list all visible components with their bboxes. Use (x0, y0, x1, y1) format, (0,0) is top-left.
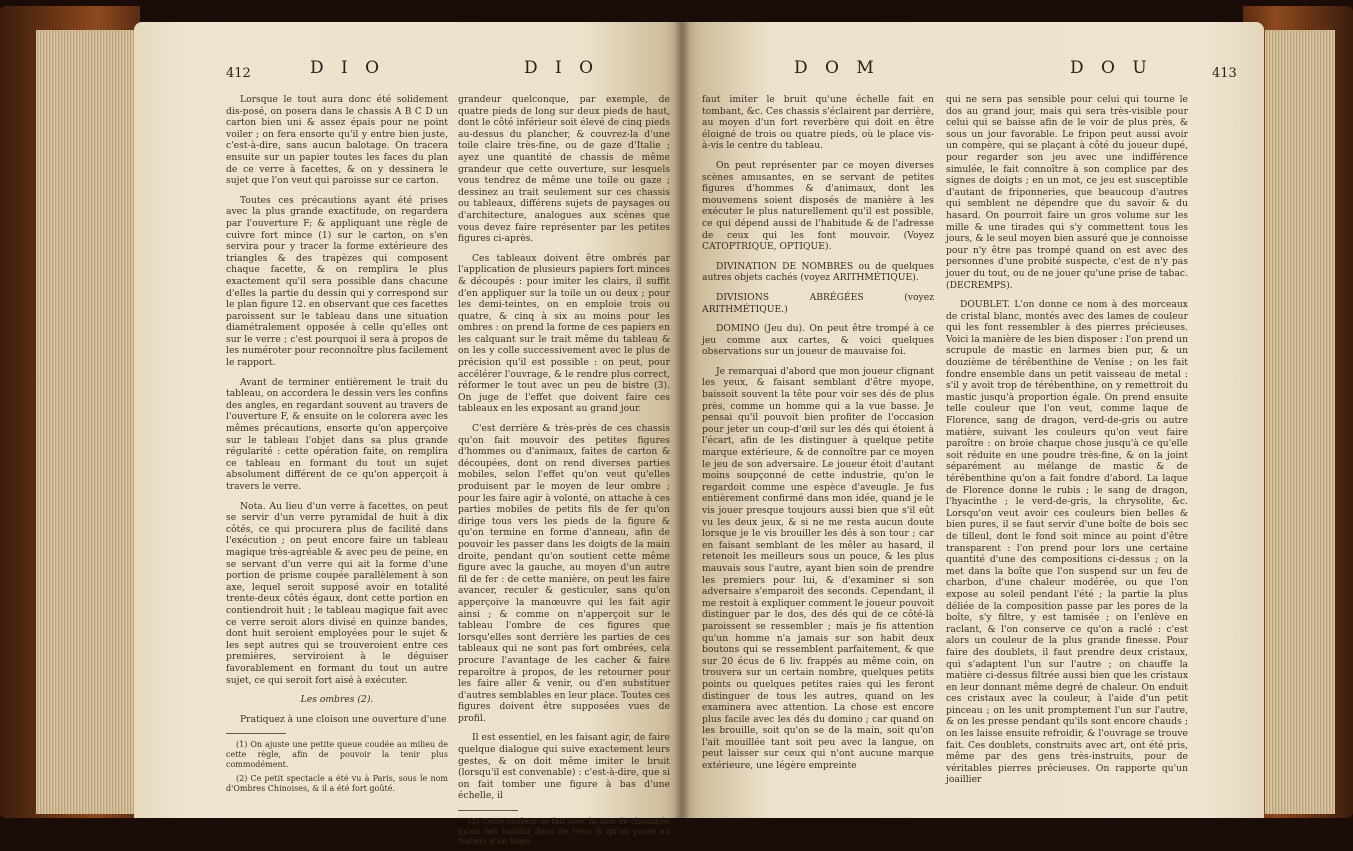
left-column (702, 94, 934, 780)
running-head-right: D I O (524, 58, 600, 78)
dictionary-entry: DIVISIONS ABRÉGÉES (voyez ARITHMÉTIQUE.) (702, 291, 934, 315)
footnote: (3) Cette couleur se fait avec la suie de cheminée qu'on fait bouillir dans de l'eau & qu'on passe au travers d'un linge. (458, 817, 670, 847)
paragraph: On peut représenter par ce moyen diverses scènes amusantes, en se servant de petites figures d'hommes & d'animaux, dont les mouvemens soient disposés de manière à les exécuter le plus naturellement qu'il est possible, ce qui dépend aussi de l'habitude & de l'adresse de ceux qui les font mouvoir. (Voyez CATOPTRIQUE, OPTIQUE). (702, 159, 934, 253)
paragraph: Il est essentiel, en les faisant agir, de faire quelque dialogue qui suive exactement leurs gestes, & on doit même imiter le bruit (lorsqu'il est convenable) : c'est-à-dire, que si on fait tomber une figure à bas d'une échelle, il (458, 732, 670, 802)
left-page (134, 22, 682, 847)
running-head: D I O (310, 58, 386, 78)
footnote: (1) On ajuste une petite queue coudée au milieu de cette règle, afin de pouvoir la tenir plus commodément. (226, 740, 448, 770)
paragraph: faut imiter le bruit qu'une échelle fait en tombant, &c. Ces chassis s'éclairent par derrière, au moyen d'un fort reverbère qui doit en être éloigné de trois ou quatre pieds, où le place vis-à-vis le centre du tableau. (702, 94, 934, 152)
footnote: (2) Ce petit spectacle a été vu à Paris, sous le nom d'Ombres Chinoises, & il a été fort goûté. (226, 774, 448, 794)
paragraph: Avant de terminer entièrement le trait du tableau, on accordera le dessin vers les confins des angles, en regardant souvent au travers de l'ouverture F, & ensuite on le colorera avec les mêmes précautions, ensorte qu'on apperçoive sur le tableau l'objet dans sa plus grande régularité : cette opération faite, on remplira ce tableau en formant du tout un sujet absolument différent de ce qu'on apperçoit à travers le verre. (226, 376, 448, 492)
paragraph: Pratiquez à une cloison une ouverture d'une (240, 713, 447, 725)
dictionary-entry: DOMINO (Jeu du). On peut être trompé à ce jeu comme aux cartes, & voici quelques observations sur un joueur de mauvaise foi. (702, 323, 934, 358)
footnotes (458, 817, 670, 847)
paragraph: Nota. Au lieu d'un verre à facettes, on peut se servir d'un verre pyramidal de huit à dix côtés, ce qui procurera plus de facilité dans l'exécution ; on peut encore faire un tableau magique très-agréable & avec peu de peine, en se servant d'un verre qui ait la forme d'une portion de prisme coupée parallèlement à son axe, lequel seroit supposé avoir en totalité trente-deux côtés égaux, dont cette portion en contiendroit huit ; le tableau magique fait avec ce verre seroit alors divisé en quinze bandes, dont huit seroient employées pour le sujet & les sept autres qui se trouveroient entre ces premières, serviroient à le déguiser favorablement en formant du tout un autre sujet, ce qui seroit fort aisé à exécuter. (226, 500, 448, 686)
right-page (682, 22, 1264, 818)
footnotes (226, 740, 448, 794)
page-number: 413 (1212, 66, 1237, 81)
page-edges-left (36, 30, 136, 814)
dictionary-entry: DIVINATION DE NOMBRES ou de quelques autres objets cachés (voyez ARITHMÉTIQUE). (702, 260, 934, 284)
page-number: 412 (226, 66, 251, 81)
dictionary-entry: DOUBLET. L'on donne ce nom à des morceaux de cristal blanc, montés avec des lames de couleur qui les font ressembler à des pierres précieuses. Voici la manière de les bien disposer : l'on prend un scrupule de mastic en larmes bien pur, & un douzième de térébenthine de Venise ; on les fait fondre ensemble dans un petit vaisseau de metal : s'il y avoit trop de térébenthine, on y remettroit du mastic jusqu'à proportion égale. On prend ensuite telle couleur que l'on veut, comme laque de Florence, sang de dragon, verd-de-gris ou autre matière, suivant les couleurs qu'on veut faire paroître : on broie chaque chose jusqu'à ce qu'elle soit réduite en une poudre très-fine, & on la joint séparément au mélange de mastic & de térébenthine qu'on a fait fondre d'abord. La laque de Florence donne le rubis ; le sang de dragon, l'hyacinthe ; le verd-de-gris, la chrysolite, &c. Lorsqu'on veut avoir ces couleurs bien belles & bien pures, il se faut servir d'une boîte de bois sec de tilleul, dont le fond soit mince au point d'être transparent : l'on prend pour lors une certaine quantité d'une des compositions ci-dessus ; on la met dans la boîte que l'on suspend sur un feu de charbon, d'une chaleur modérée, ou que l'on expose au soleil pendant l'été ; la partie la plus déliée de la composition passe par les pores de la boîte, s'y filtre, y est tamisée ; on l'enlève en raclant, & l'on conserve ce qu'on a raclé : c'est alors un couleur de la plus grande finesse. Pour faire des doublets, il faut prendre deux cristaux, qui s'adaptent l'un sur l'autre ; on chauffe la matière ci-dessus filtrée aussi bien que les cristaux en leur donnant même degré de chaleur. On enduit ces cristaux avec la couleur, à l'aide d'un petit pinceau ; on les unit promptement l'un sur l'autre, & on les presse pendant qu'ils sont encore chauds ; on les laisse ensuite refroidir, & l'ouvrage se trouve fait. Ces doublets, construits avec art, ont été pris, même par des gens très-instruits, pour de véritables pierres précieuses. On rapporte qu'un joaillier (946, 299, 1188, 786)
paragraph: Ces tableaux doivent être ombrés par l'application de plusieurs papiers fort minces & découpés : pour imiter les clairs, il suffit d'en appliquer sur la toile un ou deux ; pour les demi-teintes, on en emploie trois ou quatre, & cinq à six au moins pour les ombres : on prend la forme de ces papiers en les calquant sur le trait même du tableau & on les y colle successivement avec le plus de précision qu'il est possible : on peut, pour accélérer l'ouvrage, & le rendre plus correct, réformer le tout avec un peu de bistre (3). On juge de l'effet que doivent faire ces tableaux en les exposant au grand jour. (458, 252, 670, 415)
paragraph: Toutes ces précautions ayant été prises avec la plus grande exactitude, on regardera par l'ouverture F; & appliquant une règle de cuivre fort mince (1) sur le carton, on s'en servira pour y tracer la forme extérieure des triangles & des trapèzes qui composent chaque facette, & on remplira le plus exactement qu'il sera possible dans chacune d'elles la partie du dessin qui y correspond sur le plan figure 12. en observant que ces facettes paroissent sur le tableau dans une situation diamétralement opposée à celle qu'elles ont sur le verre ; c'est pourquoi il sera à propos de les numéroter pour reconnoître plus facilement le rapport. (226, 194, 448, 369)
paragraph: Lorsque le tout aura donc été solidement dis-posé, on posera dans le chassis A B C D un carton bien uni & assez épais pour ne point voiler ; on fera ensorte qu'il y entre bien juste, c'est-à-dire, sans aucun balotage. On tracera ensuite sur un papier toutes les faces du plan de ce verre à facettes, & on y dessinera le sujet que l'on veut qui paroisse sur ce carton. (226, 94, 448, 187)
running-head: D O M (794, 58, 880, 78)
paragraph: Je remarquai d'abord que mon joueur clignant les yeux, & faisant semblant d'être myope, baissoit souvent la tête pour voir ses dés de plus près, comme un homme qui a la vue basse. Je pensai qu'il pouvoit bien profiter de l'occasion pour jeter un coup-d'œil sur les dés qui étoient à l'écart, afin de les distinguer à quelque petite marque extérieure, & de connoître par ce moyen le jeu de son adversaire. Le joueur étoit d'autant moins soupçonné de cette industrie, qu'on le regardoit comme une espèce d'aveugle. Je fus entièrement confirmé dans mon idée, quand je le vis jouer presque toujours aussi bien que s'il eût vu les deux jeux, & si ne me resta aucun doute lorsque je le vis brouiller les dés à son tour ; car en faisant semblant de les mêler au hasard, il retenoit les meilleurs sous un pouce, & les plus mauvais sous l'autre, ayant bien soin de prendre les premiers pour lui, & d'examiner si son adversaire s'emparoit des seconds. Cependant, il me restoit à expliquer comment le joueur pouvoit distinguer par le dos, des dés qui de ce côté-là paroissent se ressembler ; mais je fis attention qu'un homme n'a jamais sur son habit deux boutons qui se ressemblent parfaitement, & que sur 20 écus de 6 liv. frappés au même coin, on trouvera sur un certain nombre, quelques petits points ou quelques petites raies qui les feront distinguer de tous les autres, quand on les examinera avec attention. La chose est encore plus facile avec les dés du domino ; car quand on les brouille, soit qu'on se de la main, soit qu'on l'ait mouillée tant soit peu avec la langue, on peut laisser sur ceux qui n'ont aucune marque extérieure, une légère empreinte (702, 365, 934, 772)
section-heading: Les ombres (2). (300, 694, 374, 706)
page-edges-right (1265, 30, 1335, 814)
running-head-right: D O U (1070, 58, 1153, 78)
paragraph: C'est derrière & très-près de ces chassis qu'on fait mouvoir des petites figures d'hommes ou d'animaux, faites de carton & découpées, dont on rend diverses parties mobiles, selon l'effet qu'on veut qu'elles produisent par le moyen de leur ombre ; pour les faire agir à volonté, on attache à ces parties mobiles de petits fils de fer qu'on dirige tous vers les pieds de la figure & qu'on termine en forme d'anneau, afin de pouvoir les passer dans les doigts de la main droite, pendant qu'on soutient cette même figure avec la gauche, au moyen d'un autre fil de fer : de cette manière, on peut les faire avancer, reculer & gesticuler, sans qu'on apperçoive la manœuvre qui les fait agir ainsi ; & comme on n'apperçoit sur le tableau l'ombre de ces figures que lorsqu'elles sont derrière les parties de ces tableaux qui ne sont pas fort ombrées, cela procure l'avantage de les cacher & faire reparoître à propos, de les retourner pour les faire aller & venir, ou d'en substituer d'autres semblables en leur place. Toutes ces figures doivent être supposées vues de profil. (458, 423, 670, 724)
paragraph: qui ne sera pas sensible pour celui qui tourne le dos au grand jour, mais qui sera très-visible pour celui qui se baisse afin de le voir de plus près, & sous un jour favorable. Le fripon peut aussi avoir un compère, qui se plaçant à côté du joueur dupé, pour regarder son jeu avec une indifférence simulée, le fait connoître à son complice par des signes de doigts ; en un mot, ce jeu est susceptible d'autant de friponneries, que beaucoup d'autres qui semblent ne dépendre que du savoir & du hasard. On pourroit faire un gros volume sur les mille & une tirades qui s'y commettent tous les jours, & le seul moyen bien assuré que je connoisse pour n'y être pas trompé quand on est avec des personnes d'une probité suspecte, c'est de n'y pas jouer du tout, ou de ne jouer qu'une prise de tabac. (DECREMPS). (946, 94, 1188, 291)
right-column (946, 94, 1188, 794)
left-column (226, 94, 448, 798)
right-column (458, 94, 670, 851)
paragraph: grandeur quelconque, par exemple, de quatre pieds de long sur deux pieds de haut, dont le côté inférieur soit élevé de cinq pieds au-dessus du plancher, & couvrez-la d'une toile claire très-fine, ou de gaze d'Italie ; ayez une quantité de chassis de même grandeur que cette ouverture, sur lesquels vous tendrez de même une toile ou gaze ; dessinez au trait seulement sur ces chassis ou tableaux, différens sujets de paysages ou d'architecture, analogues aux scènes que vous devez faire représenter par les petites figures ci-après. (458, 94, 670, 245)
footnote-rule (226, 733, 286, 734)
footnote-rule (458, 810, 518, 811)
